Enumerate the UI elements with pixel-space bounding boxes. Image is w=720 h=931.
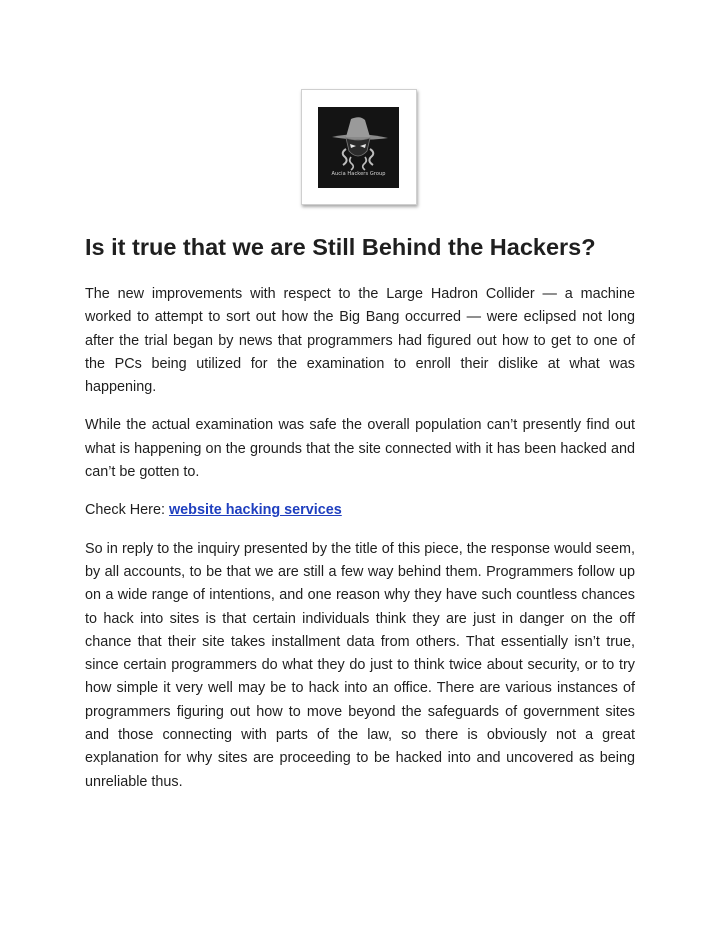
paragraph-2: While the actual examination was safe the overall population can’t presently find out what is happening on the grounds that the site connected with it has been hacked and can’t be gotten to. [85, 417, 635, 481]
paragraph-3: So in reply to the inquiry presented by the title of this piece, the response would seem, by all accounts, to be that we are still a few way behind them. Programmers follow up on a wide range of intentions, and one reason why they have such countless chances to hack into sites is that certain individuals think they are just in danger on the off chance that their site takes installment data from others. That essentially isn’t true, since certain programmers do what they do just to think twice about security, or to try how simple it very well may be to hack into an office. There are various instances of programmers figuring out how to move beyond the safeguards of government sites and those connecting with parts of the law, so there is obviously not a great explanation for why sites are proceeding to be hacked into and uncovered as being unreliable thus. [85, 540, 635, 790]
logo [318, 107, 399, 188]
article-body [85, 283, 635, 809]
website-hacking-services-link[interactable]: website hacking services [168, 502, 342, 519]
check-here-line [85, 499, 635, 522]
page-title: Is it true that we are Still Behind the Hackers? [85, 234, 596, 260]
paragraph-1: The new improvements with respect to the Large Hadron Collider — a machine worked to attempt to sort out how the Big Bang occurred — were eclipsed not long after the trial began by news that programmers had figured out how to get to one of the PCs being utilized for the examination to enroll their dislike at what was happening. [85, 286, 635, 396]
logo-caption: Aucia Hackers Group [331, 171, 386, 177]
check-here-label: Check Here: [85, 502, 169, 519]
logo-image-frame [301, 89, 417, 205]
